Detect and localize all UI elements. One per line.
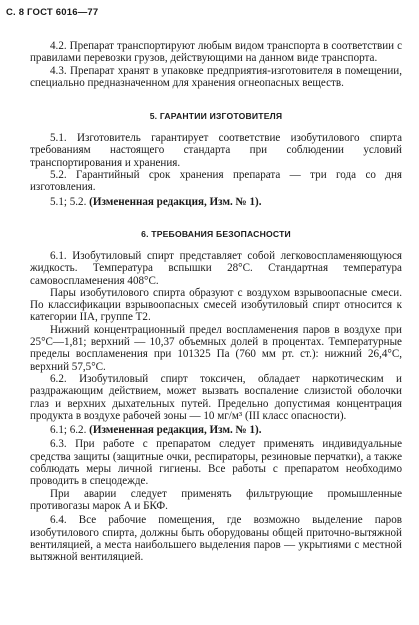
amendment-note-5 <box>30 196 402 208</box>
amendment-text-6: (Измененная редакция, Изм. № 1). <box>89 424 262 437</box>
section-6-heading: 6. ТРЕБОВАНИЯ БЕЗОПАСНОСТИ <box>141 228 291 239</box>
section-5-heading: 5. ГАРАНТИИ ИЗГОТОВИТЕЛЯ <box>149 111 283 122</box>
page-header: С. 8 ГОСТ 6016—77 <box>6 7 99 18</box>
amendment-text-5: (Измененная редакция, Изм. № 1). <box>89 195 262 208</box>
paragraph-6-2: 6.2. Изобутиловый спирт токсичен, обладает наркотическим и раздражающим действием, может вызвать воспаление слизистой оболочки глаз и верхних дыхательных путей. Предельно допустимая концентрация продукта в воздухе рабочей зоны — 10 мг/м³ (III класс опасности). <box>30 372 402 422</box>
amendment-note-6 <box>30 424 402 436</box>
document-body <box>30 40 402 563</box>
paragraph-6-3: 6.3. При работе с препаратом следует применять индивидуальные средства защиты (защитные очки, респираторы, резиновые перчатки), а также соблюдать меры личной гигиены. Все работы с препаратом необходимо проводить в спецодежде. <box>30 438 402 488</box>
paragraph-6-1-limits: Нижний концентрационный предел воспламенения паров в воздухе при 25°С—1,81; верхний — 10,37 объемных долей в процентах. Температурные пределы воспламенения при 101325 Па (760 мм рт. ст.): нижний 26,4°С, верхний 57,5°С. <box>30 323 402 373</box>
paragraph-6-4: 6.4. Все рабочие помещения, где возможно выделение паров изобутилового спирта, должны быть оборудованы общей приточно-вытяжной вентиляцией, а места наибольшего выделения паров — укрытиями с местной вытяжной вентиляцией. <box>30 514 402 564</box>
paragraph-4-2: 4.2. Препарат транспортируют любым видом транспорта в соответствии с правилами перевозки грузов, действующими на данном виде транспорта. <box>30 40 402 65</box>
paragraph-5-1: 5.1. Изготовитель гарантирует соответствие изобутилового спирта требованиям настоящего стандарта при соблюдении условий транспортирования и хранения. <box>30 132 402 169</box>
paragraph-5-2: 5.2. Гарантийный срок хранения препарата — три года со дня изготовления. <box>30 169 402 194</box>
paragraph-6-1-vapors: Пары изобутилового спирта образуют с воздухом взрывоопасные смеси. По классификации взрывоопасных смесей изобутиловый спирт относится к категории IIА, группе Т2. <box>30 286 402 324</box>
amendment-ref-5: 5.1; 5.2. <box>50 195 87 208</box>
paragraph-6-1: 6.1. Изобутиловый спирт представляет собой легковоспламеняющуюся жидкость. Температура вспышки 28°С. Стандартная температура самовоспламенения 408°С. <box>30 249 402 287</box>
paragraph-4-3: 4.3. Препарат хранят в упаковке предприятия-изготовителя в помещении, специально предназначенном для хранения огнеопасных веществ. <box>30 64 402 89</box>
amendment-ref-6: 6.1; 6.2. <box>50 424 87 437</box>
paragraph-6-3-gas-masks: При аварии следует применять фильтрующие промышленные противогазы марок А и БКФ. <box>30 487 402 512</box>
